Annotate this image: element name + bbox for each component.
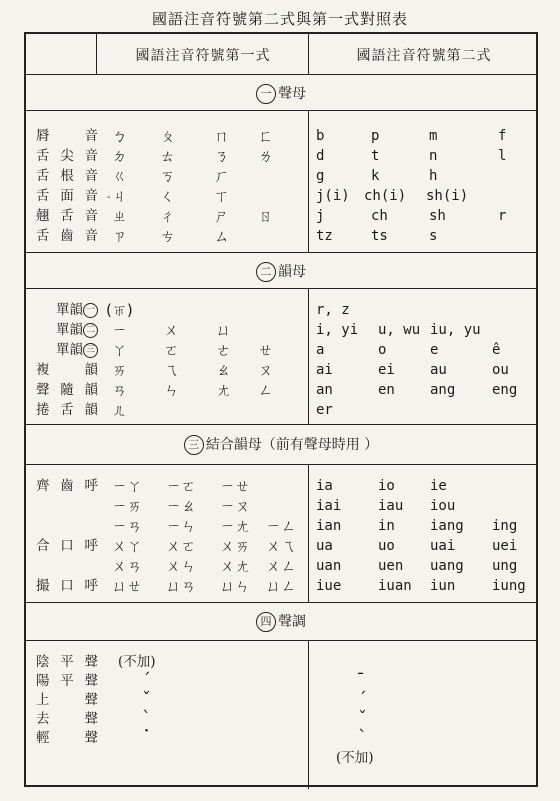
tone-mark-first: ˋ [142,708,151,729]
bpm-symbol: ㄧㄠ [166,497,197,515]
bpm-symbol: ㄔ [160,207,176,225]
roman-symbol: f [498,128,507,144]
bpm-symbol: ㄐ [112,187,128,205]
bpm-symbol: ㄤ [216,381,232,399]
header-first-style: 國語注音符號第一式 [135,48,271,64]
roman-symbol: ua [316,538,333,554]
roman-symbol: ang [430,382,456,398]
bpm-symbol: ㄧㄛ [166,477,197,495]
roman-symbol: d [316,148,325,164]
bpm-symbol: ㄞ [112,361,128,379]
roman-symbol: sh(i) [426,188,469,204]
roman-symbol: ch [371,208,388,224]
bpm-symbol: ㄍ [112,167,128,185]
divider [26,424,536,425]
bpm-symbol: ㄓ [112,207,128,225]
divider [308,34,309,74]
roman-symbol: ch(i) [364,188,407,204]
bpm-symbol: ㄊ [160,147,176,165]
bpm-symbol: ㄕ [214,207,230,225]
divider [26,288,536,289]
divider [96,34,97,74]
roman-symbol: ie [430,478,447,494]
roman-symbol: r [498,208,507,224]
roman-symbol: sh [429,208,446,224]
bpm-symbol: ㄨ [164,321,180,339]
roman-symbol: j [316,208,325,224]
tone-mark-second: ˉ [356,670,365,691]
roman-symbol: l [498,148,507,164]
roman-symbol: uang [430,558,464,574]
page-title: 國語注音符號第二式與第一式對照表 [151,10,408,28]
roman-symbol: ia [316,478,333,494]
divider [26,252,536,253]
section-number: 二 [256,262,276,282]
roman-symbol: iuan [378,578,412,594]
roman-symbol: u, wu [378,322,421,338]
roman-symbol: ing [492,518,518,534]
roman-symbol: ou [492,362,509,378]
roman-symbol: en [378,382,395,398]
row-label: 舌尖音 [36,148,98,164]
bpm-symbol: ㄧㄣ [166,517,197,535]
row-label: 舌面音 [36,188,98,204]
divider [26,464,536,465]
roman-symbol: h [429,168,438,184]
row-label: 上 聲 [36,692,98,708]
roman-symbol: ts [371,228,388,244]
row-label: 輕 聲 [36,730,98,746]
bpm-symbol: ㄠ [216,361,232,379]
roman-symbol: eng [492,382,518,398]
bpm-symbol: ㄩㄥ [266,577,297,595]
roman-symbol: iue [316,578,342,594]
roman-symbol: ê [492,342,501,358]
row-label: 翹舌音 [36,208,98,224]
roman-symbol: uo [378,538,395,554]
divider [26,110,536,111]
row-label: 舌齒音 [36,228,98,244]
roman-symbol: s [429,228,438,244]
bpm-symbol: ㄧㄤ [220,517,251,535]
roman-symbol: uai [430,538,456,554]
bpm-symbol: ㄧㄢ [112,517,143,535]
row-label: 齊齒呼 [36,478,98,494]
tone-mark-first: (不加) [118,654,156,670]
roman-symbol: m [429,128,438,144]
row-label: 舌根音 [36,168,98,184]
row-label: 陰平聲 [36,654,98,670]
roman-symbol: k [371,168,380,184]
row-label-number: 一 [83,303,98,318]
row-label-number: 二 [83,323,98,338]
bpm-symbol: ㄨㄛ [166,537,197,555]
bpm-symbol: ㄎ [160,167,176,185]
tone-mark-first: ˊ [142,670,151,691]
bpm-symbol: ㄉ [112,147,128,165]
roman-symbol: ei [378,362,395,378]
bpm-symbol: ㄧㄝ [220,477,251,495]
tone-mark-second: ˊ [358,689,367,710]
roman-symbol: iang [430,518,464,534]
bpm-symbol: ㄌ [258,147,274,165]
section-number: 三 [184,435,204,455]
bpm-symbol: ㄜ [216,341,232,359]
bpm-symbol: ㄧㄚ [112,477,143,495]
roman-symbol: tz [316,228,333,244]
section-tones-title: 四 聲調 [26,611,536,632]
roman-symbol: b [316,128,325,144]
bpm-symbol: ㄅ [112,127,128,145]
tone-mark-second: (不加) [336,750,374,766]
row-label: 複 韻 [36,362,98,378]
roman-symbol: e [430,342,439,358]
margin-tick: - [107,192,111,203]
row-label: 單韻 三 [36,340,98,360]
divider [308,464,309,602]
roman-symbol: ian [316,518,342,534]
roman-symbol: iou [430,498,456,514]
row-label: 脣 音 [36,128,98,144]
bpm-symbol: ㄒ [214,187,230,205]
bpm-symbol: ㄨㄥ [266,557,297,575]
bpm-symbol: ㄗ [112,227,128,245]
roman-symbol: a [316,342,325,358]
roman-symbol: in [378,518,395,534]
roman-symbol: t [371,148,380,164]
row-label: 聲隨韻 [36,382,98,398]
roman-symbol: iai [316,498,342,514]
divider [26,640,536,641]
roman-symbol: iu, yu [430,322,481,338]
bpm-symbol: ㄧㄥ [266,517,297,535]
roman-symbol: uen [378,558,404,574]
roman-symbol: er [316,402,333,418]
row-label: 去 聲 [36,711,98,727]
roman-symbol: iun [430,578,456,594]
roman-symbol: uei [492,538,518,554]
bpm-symbol: ㄟ [164,361,180,379]
bpm-symbol: ㄚ [112,341,128,359]
bpm-symbol: ㄝ [258,341,274,359]
roman-symbol: io [378,478,395,494]
section-number: 四 [256,612,276,632]
bpm-symbol: ㄛ [164,341,180,359]
divider [308,640,309,789]
roman-symbol: ung [492,558,518,574]
roman-symbol: n [429,148,438,164]
bpm-symbol: ㄨㄚ [112,537,143,555]
bpm-symbol: ㄩ [216,321,232,339]
bpm-symbol: ㄨㄤ [220,557,251,575]
divider [308,288,309,424]
section-number: 一 [256,84,276,104]
roman-symbol: g [316,168,325,184]
row-label: 陽平聲 [36,673,98,689]
bpm-symbol: ㄋ [214,147,230,165]
tone-mark-second: ˋ [358,727,367,748]
roman-symbol: iung [492,578,526,594]
bpm-symbol: ㄧㄞ [112,497,143,515]
roman-symbol: r, z [316,302,350,318]
roman-symbol: i, yi [316,322,359,338]
bpm-symbol: ㄩㄢ [166,577,197,595]
bpm-symbol: (ㄭ) [106,301,133,319]
section-combined-finals-title: 三 結合韻母（前有聲母時用 ） [26,434,536,455]
section-initials-title: 一 聲母 [26,83,536,104]
bpm-symbol: ㄣ [164,381,180,399]
bpm-symbol: ㄑ [160,187,176,205]
roman-symbol: au [430,362,447,378]
roman-symbol: uan [316,558,342,574]
bpm-symbol: ㄘ [160,227,176,245]
row-label: 單韻 二 [36,320,98,340]
bpm-symbol: ㄏ [214,167,230,185]
header-second-style: 國語注音符號第二式 [356,48,492,64]
bpm-symbol: ㄖ [258,207,274,225]
row-label: 撮口呼 [36,578,98,594]
roman-symbol: ai [316,362,333,378]
bpm-symbol: ㄈ [258,127,274,145]
tone-mark-first: ˇ [142,689,151,710]
bpm-symbol: ㄨㄢ [112,557,143,575]
row-label: 捲舌韻 [36,402,98,418]
roman-symbol: o [378,342,387,358]
divider [26,74,536,75]
bpm-symbol: ㄆ [160,127,176,145]
bpm-symbol: ㄡ [258,361,274,379]
bpm-symbol: ㄦ [112,401,128,419]
bpm-symbol: ㄢ [112,381,128,399]
bpm-symbol: ㄩㄝ [112,577,143,595]
roman-symbol: iau [378,498,404,514]
divider [308,110,309,252]
divider [26,602,536,603]
bpm-symbol: ㄇ [214,127,230,145]
tone-mark-second: ˇ [358,708,367,729]
comparison-table [24,32,538,787]
tone-mark-first: ˙ [142,727,151,748]
bpm-symbol: ㄨㄣ [166,557,197,575]
bpm-symbol: ㄨㄞ [220,537,251,555]
bpm-symbol: ㄧ [112,321,128,339]
row-label: 單韻 一 [36,300,98,320]
row-label: 合口呼 [36,538,98,554]
bpm-symbol: ㄧㄡ [220,497,251,515]
section-finals-title: 二 韻母 [26,261,536,282]
roman-symbol: an [316,382,333,398]
bpm-symbol: ㄨㄟ [266,537,297,555]
roman-symbol: p [371,128,380,144]
row-label-number: 三 [83,343,98,358]
bpm-symbol: ㄙ [214,227,230,245]
bpm-symbol: ㄥ [258,381,274,399]
bpm-symbol: ㄩㄣ [220,577,251,595]
roman-symbol: j(i) [316,188,350,204]
